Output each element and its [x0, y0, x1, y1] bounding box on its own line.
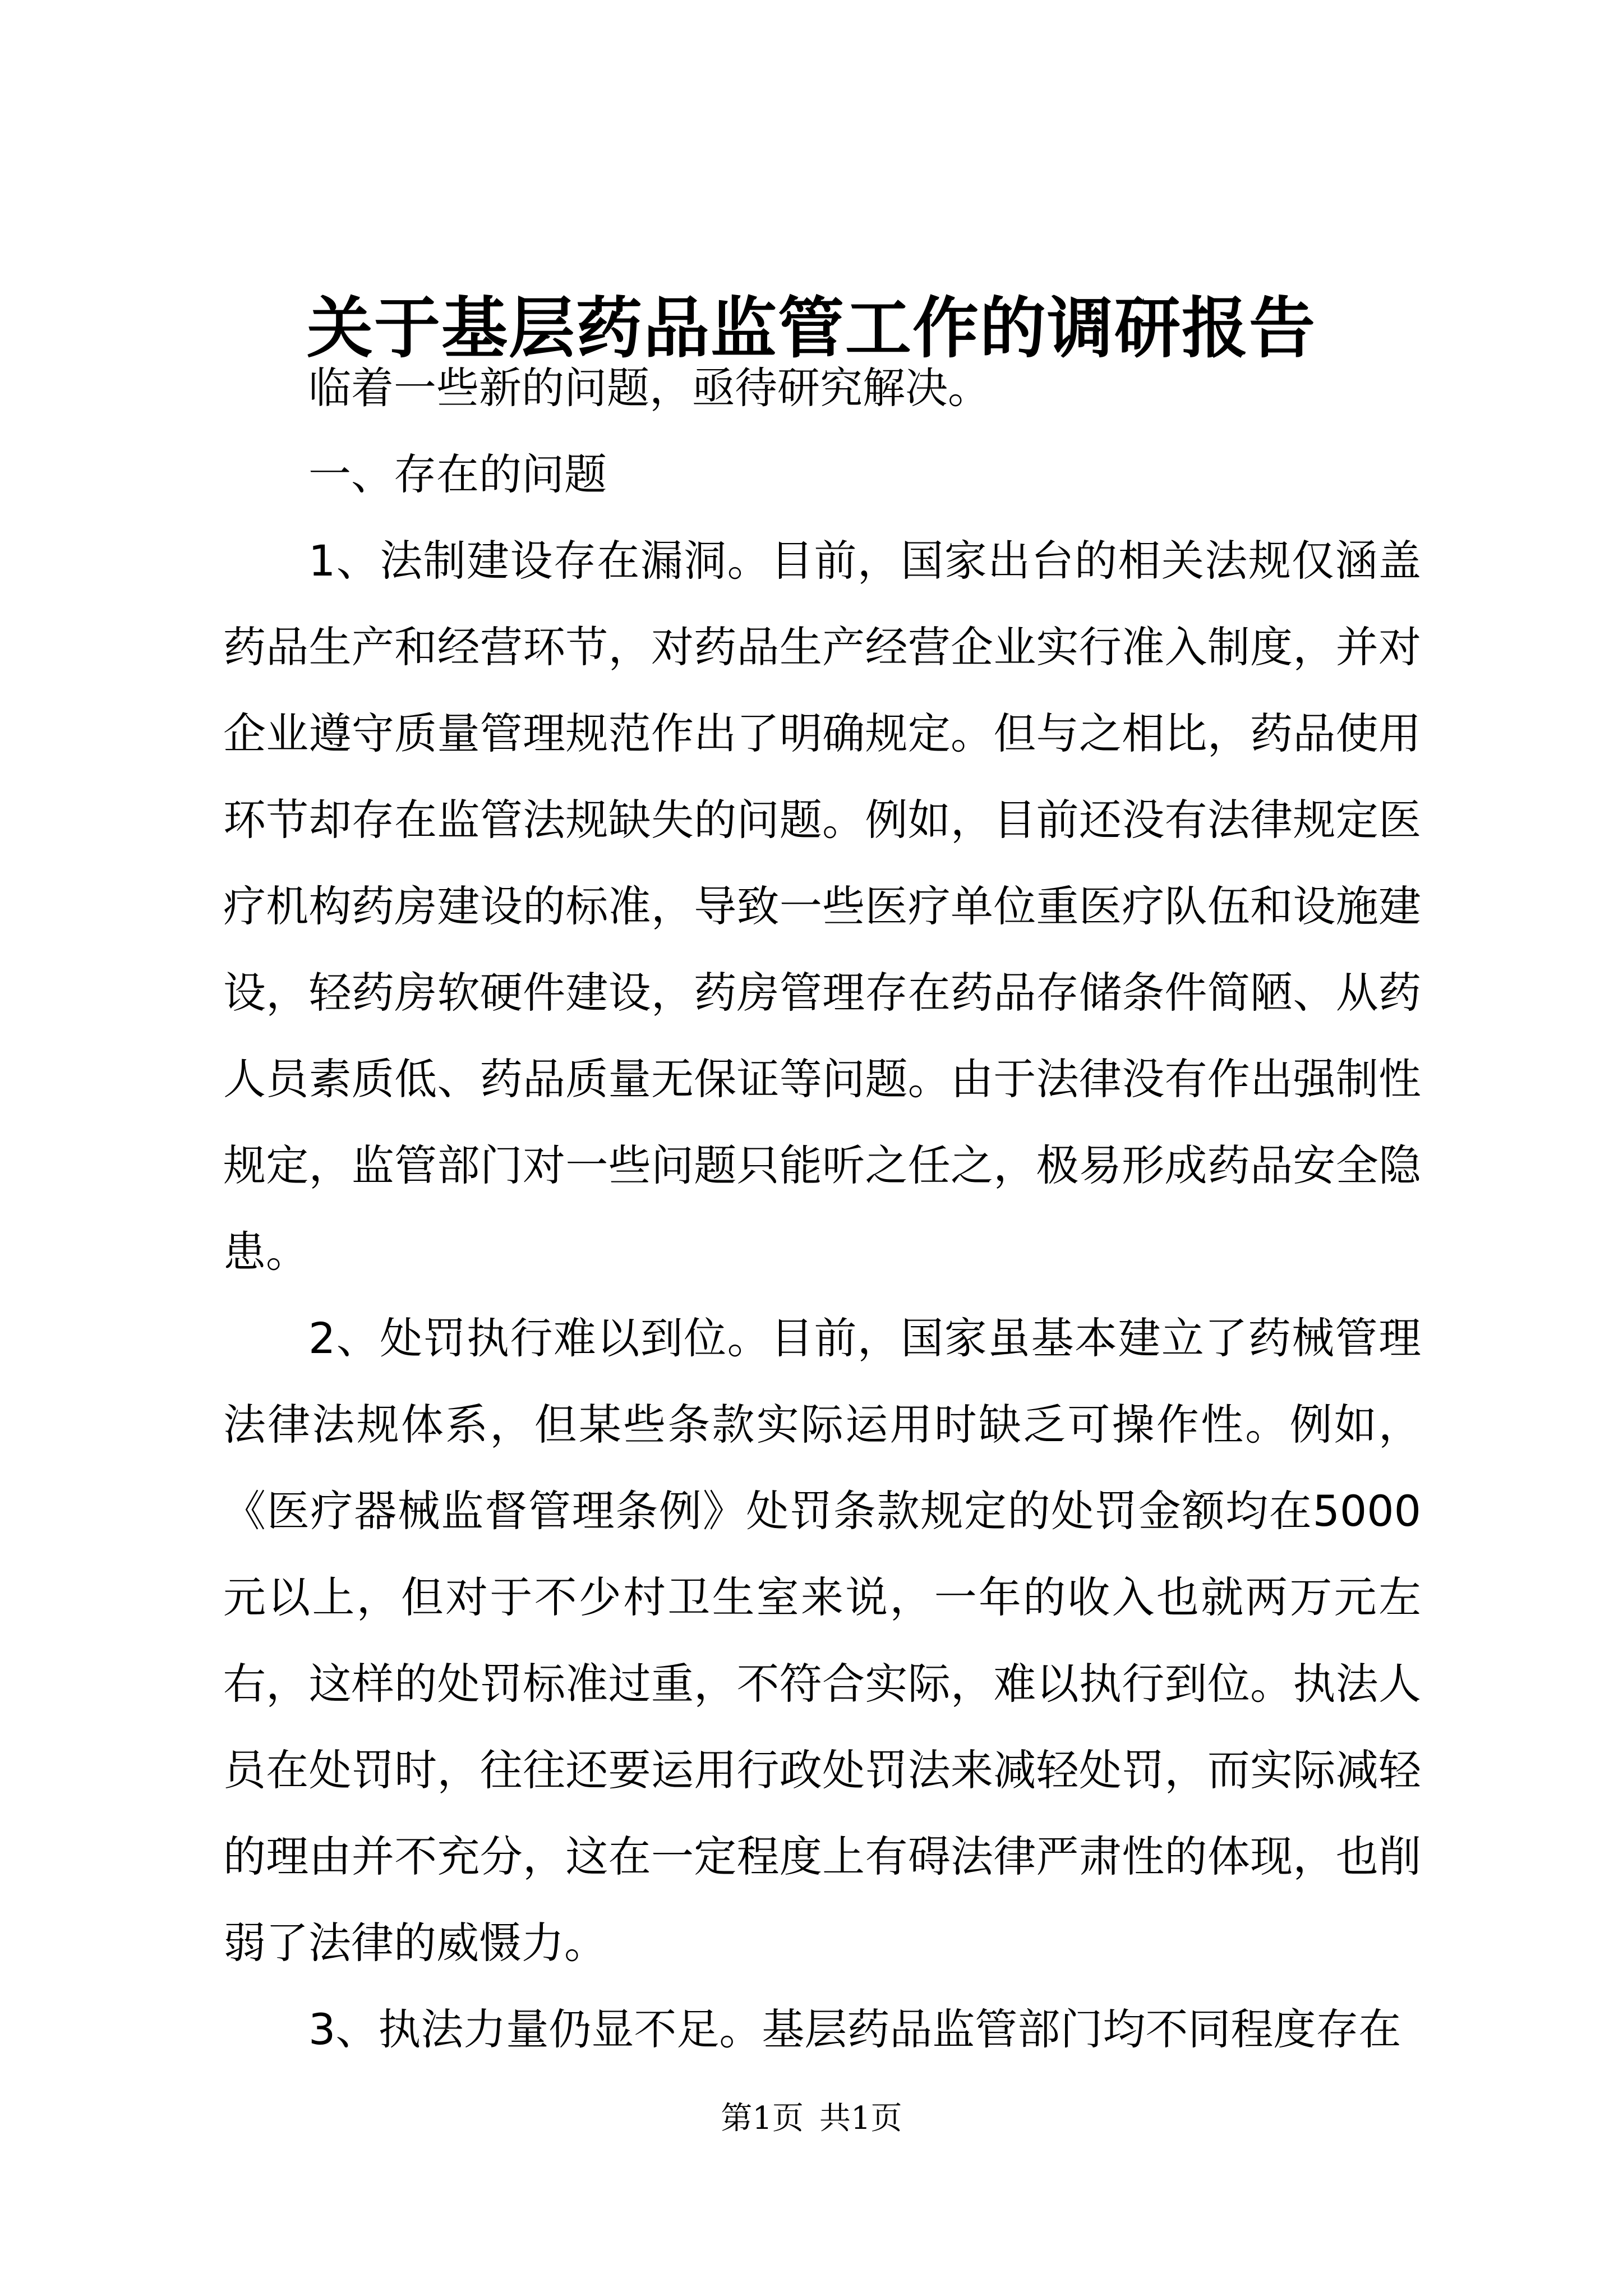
- page-number: 第1页: [721, 2100, 804, 2137]
- document-body: [223, 345, 1421, 2073]
- section-heading-problems: 一、存在的问题: [308, 449, 607, 499]
- paragraph-continuation: 临着一些新的问题，亟待研究解决。: [308, 363, 990, 413]
- document-title: 关于基层药品监管工作的调研报告: [306, 289, 1316, 367]
- page-footer: [0, 2099, 1623, 2138]
- paragraph-enforcement-capacity: 3、执法力量仍显不足。基层药品监管部门均不同程度存在: [308, 2004, 1401, 2054]
- paragraph-penalty-enforcement: 2、处罚执行难以到位。目前，国家虽基本建立了药械管理法律法规体系，但某些条款实际运用时缺乏可操作性。例如，《医疗器械监督管理条例》处罚条款规定的处罚金额均在5000元以上，但对于不少村卫生室来说，一年的收入也就两万元左右，这样的处罚标准过重，不符合实际，难以执行到位。执法人员在处罚时，往往还要运用行政处罚法来减轻处罚，而实际减轻的理由并不充分，这在一定程度上有碍法律严肃性的体现，也削弱了法律的威慑力。: [223, 1313, 1421, 1968]
- paragraph-legal-loopholes: 1、法制建设存在漏洞。目前，国家出台的相关法规仅涵盖药品生产和经营环节，对药品生产经营企业实行准入制度，并对企业遵守质量管理规范作出了明确规定。但与之相比，药品使用环节却存在监管法规缺失的问题。例如，目前还没有法律规定医疗机构药房建设的标准，导致一些医疗单位重医疗队伍和设施建设，轻药房软硬件建设，药房管理存在药品存储条件简陋、从药人员素质低、药品质量无保证等问题。由于法律没有作出强制性规定，监管部门对一些问题只能听之任之，极易形成药品安全隐患。: [223, 536, 1421, 1277]
- page-total: 共1页: [819, 2100, 902, 2137]
